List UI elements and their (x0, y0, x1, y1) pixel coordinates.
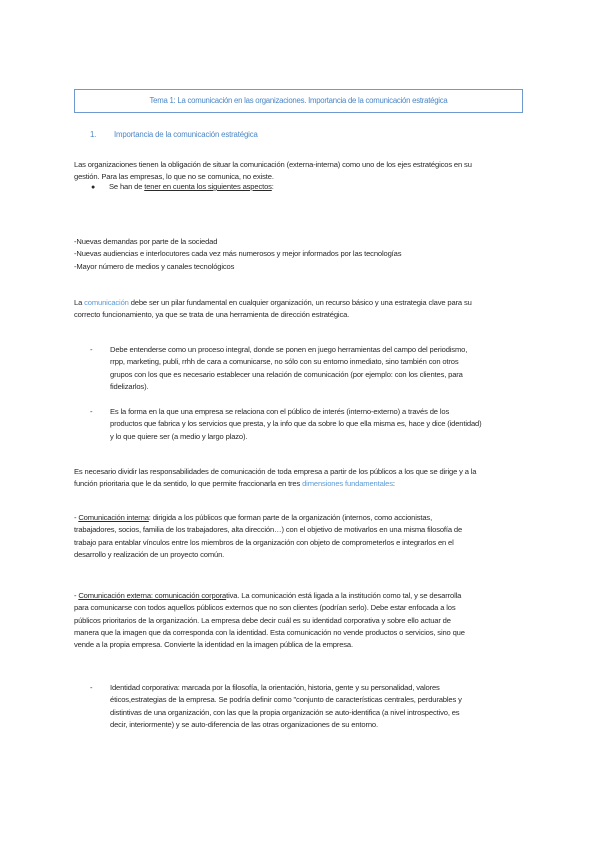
dash-marker: - (90, 345, 93, 354)
dimensiones-line (74, 478, 529, 490)
interna-paragraph (74, 512, 529, 561)
section-title: Importancia de la comunicación estratégica (114, 130, 258, 139)
intro-paragraph (74, 159, 529, 184)
section-heading (74, 129, 258, 141)
text-line: Es la forma en la que una empresa se relaciona con el público de interés (interno-externo) a través de los (110, 407, 450, 416)
text-line: rrpp, marketing, publi, rrhh de cara a comunicarse, no sólo con su entorno inmediato, sino también con otros (110, 357, 459, 367)
text-line: Debe entenderse como un proceso integral, donde se ponen en juego herramientas del campo del periodismo, (110, 345, 468, 354)
comunicacion-line: correcto funcionamiento, ya que se trata de una herramienta de dirección estratégica. (74, 310, 350, 320)
externa-line: vende a la propia empresa. Convierte la identidad en la imagen pública de la empresa. (74, 640, 353, 650)
text-line: Identidad corporativa: marcada por la filosofía, la orientación, historia, gente y su personalidad, valores (110, 683, 440, 692)
term-comunicacion-interna: Comunicación interna (78, 513, 149, 522)
dimensiones-paragraph (74, 466, 529, 491)
aspects-list (74, 236, 529, 273)
term-comunicacion-externa: Comunicación externa: comunicación corpora (78, 591, 227, 600)
highlight-dimensiones: dimensiones fundamentales (302, 479, 393, 489)
document-title-text: Tema 1: La comunicación en las organizaciones. Importancia de la comunicación estratégica (149, 95, 448, 105)
dash-marker: - (90, 683, 93, 692)
externa-line: públicos prioritarios de la organización. La empresa debe decir cuál es su identidad corporativa y sobre ello actuar de (74, 615, 451, 625)
highlight-comunicacion: comunicación (84, 298, 129, 307)
document-title (74, 89, 523, 113)
externa-line (74, 590, 529, 602)
externa-paragraph (74, 590, 529, 651)
text-line: decir, interiormente) y se auto-diferencia de las otras organizaciones de su entorno. (110, 719, 378, 729)
text-line: fidelizarlos). (110, 381, 149, 391)
interna-line: trabajo para entablar vínculos entre los miembros de la organización con objeto de comprometerlos e integrarlos en el (74, 537, 454, 547)
dash-marker: - (90, 407, 93, 416)
interna-line: trabajadores, socios, familia de los trabajadores, alta dirección…) con el objetivo de motivarlos en una misma filosofía de (74, 525, 463, 535)
text-line: productos que fabrica y los servicios que presta, y la info que da sobre lo que ella misma es, hace y dice (identidad) (110, 419, 482, 429)
comunicacion-line (74, 297, 529, 309)
comunicacion-paragraph (74, 297, 529, 322)
externa-line: para comunicarse con todos aquellos públicos externos que no son clientes (podrían serlo). Debe estar enfocada a los (74, 603, 456, 613)
aspect-item: -Mayor número de medios y canales tecnológicos (74, 261, 235, 271)
dash-item-text (110, 344, 530, 393)
bullet-prefix: Se han de (109, 182, 145, 191)
text-fragment: tiva. La comunicación está ligada a la institución como tal, y se desarrolla (226, 591, 462, 600)
text-fragment: La (74, 298, 85, 307)
text-fragment: : dirigida a los públicos que forman parte de la organización (internos, como accionistas, (148, 513, 433, 522)
dash-item-text (110, 406, 530, 443)
bullet-dot-icon: ● (91, 184, 96, 191)
intro-line: Las organizaciones tienen la obligación de situar la comunicación (externa-interna) como uno de los ejes estratégicos en su (74, 160, 472, 169)
bullet-suffix: : (271, 182, 274, 191)
aspects-bullet (91, 181, 274, 194)
text-fragment: - (74, 591, 79, 600)
text-line: éticos,estrategias de la empresa. Se podría definir como "conjunto de características centrales, perdurables y (110, 695, 462, 705)
text-fragment: función prioritaria que le da sentido, lo que permite fraccionarla en tres (74, 479, 303, 489)
text-line: y lo que quiere ser (a medio y largo plazo). (110, 431, 248, 441)
bullet-underlined: tener en cuenta los siguientes aspectos (144, 182, 272, 191)
text-line: grupos con los que es necesario establecer una relación de comunicación (por ejemplo: con los clientes, para (110, 369, 463, 379)
text-fragment: : (392, 479, 395, 489)
intro-line: gestión. Para las empresas, lo que no se comunica, no existe. (74, 172, 274, 182)
aspect-item: -Nuevas demandas por parte de la sociedad (74, 237, 218, 246)
section-number: 1. (90, 130, 97, 139)
interna-line: desarrollo y realización de un proyecto común. (74, 549, 225, 559)
interna-line (74, 512, 529, 524)
text-fragment: - (74, 513, 79, 522)
externa-line: manera que la imagen que da corresponda con la identidad. Esta comunicación no vende productos o servicios, sino que (74, 627, 465, 637)
dash-item-text (110, 682, 530, 731)
text-line: distintivas de una organización, con las que la propia organización se auto-identifica (a nivel introspectivo, es (110, 707, 460, 717)
text-fragment: debe ser un pilar fundamental en cualquier organización, un recurso básico y una estrategia clave para su (128, 298, 472, 307)
dimensiones-line: Es necesario dividir las responsabilidades de comunicación de toda empresa a partir de los públicos a los que se dirige y a la (74, 467, 477, 476)
aspect-item: -Nuevas audiencias e interlocutores cada vez más numerosos y mejor informados por las tecnologías (74, 249, 402, 259)
